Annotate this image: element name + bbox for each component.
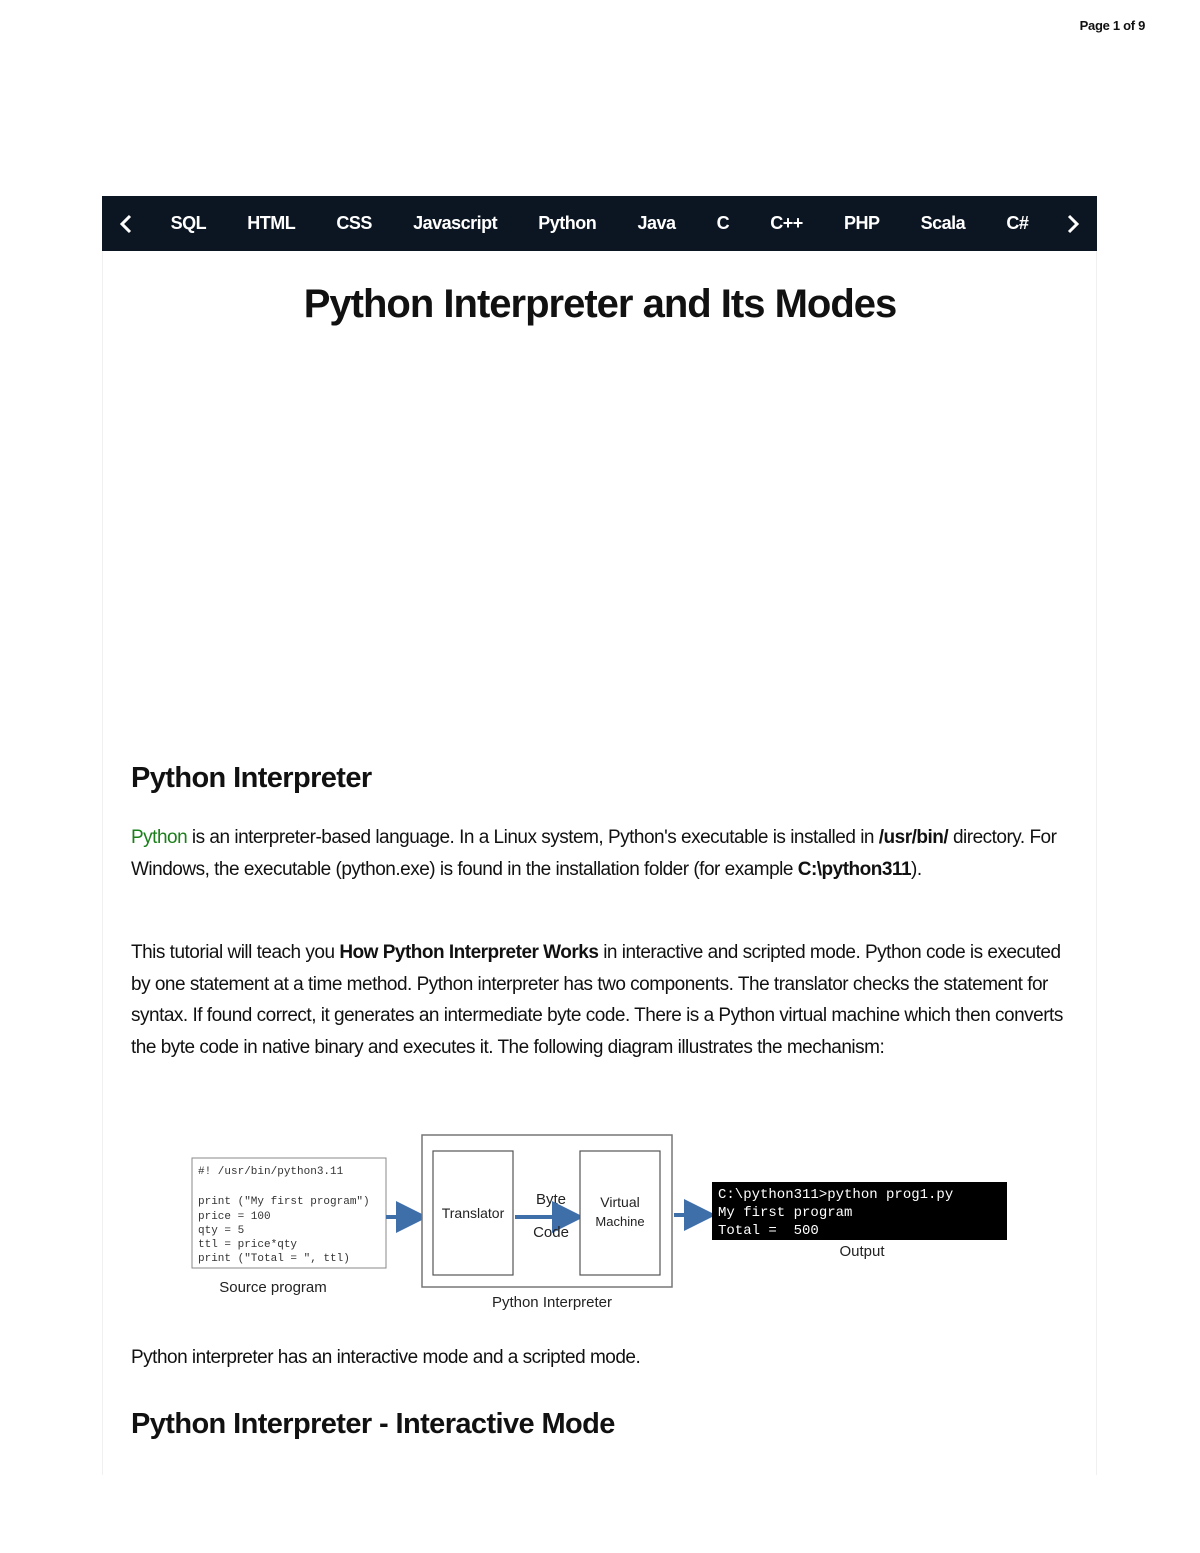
source-line: qty = 5 bbox=[198, 1225, 245, 1237]
chevron-right-icon bbox=[1066, 214, 1080, 234]
nav-item-css[interactable]: CSS bbox=[336, 213, 372, 233]
nav-item-csharp[interactable]: C# bbox=[1006, 213, 1029, 233]
code-label: Code bbox=[533, 1224, 569, 1241]
nav-item-c[interactable]: C bbox=[716, 213, 730, 233]
machine-label: Machine bbox=[595, 1214, 645, 1229]
nav-item-scala[interactable]: Scala bbox=[920, 213, 966, 233]
nav-item-php[interactable]: PHP bbox=[843, 213, 880, 233]
python-interpreter-label: Python Interpreter bbox=[491, 1294, 613, 1311]
page-number: Page 1 of 9 bbox=[1079, 18, 1145, 33]
interpreter-diagram bbox=[180, 1130, 1020, 1320]
python-link[interactable]: Python bbox=[131, 827, 188, 848]
byte-label: Byte bbox=[535, 1191, 567, 1208]
nav-item-cpp[interactable]: C++ bbox=[770, 213, 803, 233]
nav-prev-button[interactable] bbox=[102, 196, 150, 251]
source-line: price = 100 bbox=[198, 1211, 271, 1223]
how-it-works-paragraph: This tutorial will teach you How Python Interpreter Works in interactive and scripted mode. Python code is executed by one statement at a time method. Python interpreter has two components. The translator checks the statement for syntax. If found correct, it generates an intermediate byte code. There is a Python virtual machine which then converts the byte code in native binary and executes it. The following diagram illustrates the mechanism: bbox=[131, 942, 1063, 1058]
nav-next-button[interactable] bbox=[1049, 196, 1097, 251]
nav-item-sql[interactable]: SQL bbox=[170, 213, 207, 233]
language-nav-bar bbox=[102, 196, 1097, 251]
nav-item-javascript[interactable]: Javascript bbox=[413, 213, 498, 233]
output-line: C:\python311>python prog1.py bbox=[718, 1187, 954, 1203]
source-line: #! /usr/bin/python3.11 bbox=[198, 1166, 344, 1178]
nav-item-python[interactable]: Python bbox=[538, 213, 597, 233]
source-program-label: Source program bbox=[219, 1279, 327, 1296]
virtual-label: Virtual bbox=[600, 1194, 640, 1210]
nav-item-html[interactable]: HTML bbox=[247, 213, 296, 233]
source-line: print ("Total = ", ttl) bbox=[198, 1253, 350, 1265]
output-label: Output bbox=[839, 1243, 885, 1260]
output-line: Total = 500 bbox=[718, 1223, 819, 1239]
section-heading-python-interpreter: Python Interpreter bbox=[131, 762, 372, 794]
intro-paragraph: Python is an interpreter-based language. In a Linux system, Python's executable is installed in /usr/bin/ directory. For Windows, the executable (python.exe) is found in the installation folder (for example C:\python311). bbox=[131, 827, 1057, 880]
virtual-machine-box bbox=[580, 1151, 660, 1275]
modes-paragraph: Python interpreter has an interactive mode and a scripted mode. bbox=[131, 1347, 641, 1368]
translator-label: Translator bbox=[441, 1205, 505, 1221]
output-line: My first program bbox=[718, 1205, 853, 1221]
page-title: Python Interpreter and Its Modes bbox=[303, 282, 897, 326]
section-heading-interactive-mode: Python Interpreter - Interactive Mode bbox=[131, 1408, 615, 1440]
source-line: ttl = price*qty bbox=[198, 1239, 298, 1251]
chevron-left-icon bbox=[119, 214, 133, 234]
source-line: print ("My first program") bbox=[198, 1196, 370, 1208]
nav-item-java[interactable]: Java bbox=[637, 213, 676, 233]
